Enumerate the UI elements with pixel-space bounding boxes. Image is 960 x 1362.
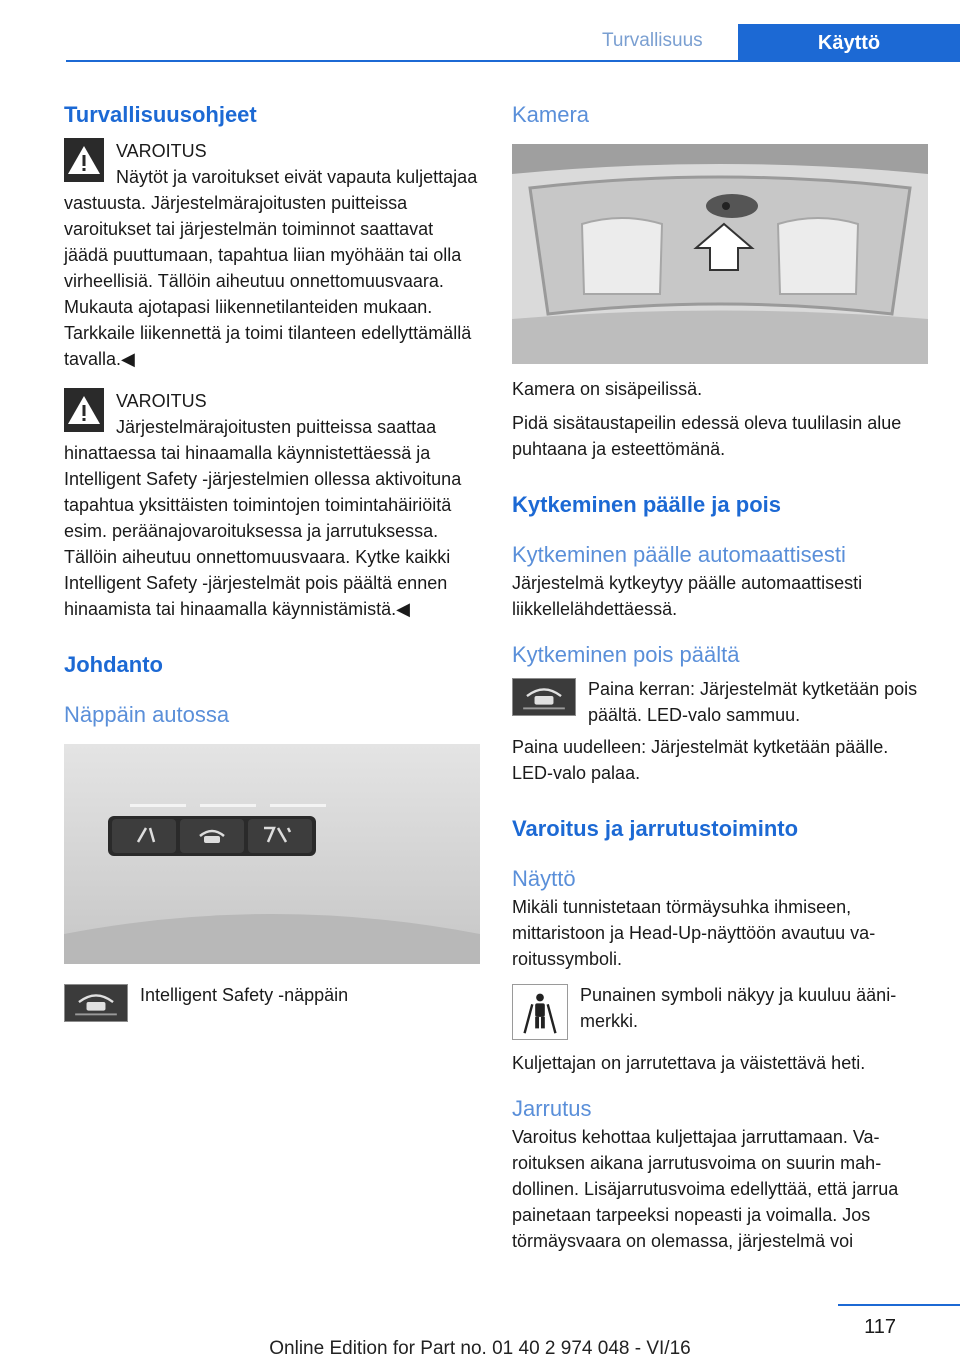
braking-text: Varoitus kehottaa kuljettajaa jarruttamaan. Varoituksen aikana jarrutusvoima on suurin mahdollinen. Lisäjarrutusvoima edellyttää, että jarrua painetaan tarpeeksi nopeasti ja voimalla. Jos törmäysvaara on olemassa, järjestelmä voi	[512, 1127, 899, 1251]
pedestrian-symbol-row	[512, 982, 928, 1044]
warning-label: VAROITUS	[116, 391, 207, 411]
introduction-heading: Johdanto	[64, 652, 163, 677]
auto-on-text: Järjestelmä kytkeytyy päälle automaattisesti liikkellelähdettäessä.	[512, 573, 863, 619]
button-panel-illustration	[64, 744, 480, 964]
button-caption: Intelligent Safety -näppäin	[140, 985, 349, 1005]
switch-off-row	[512, 676, 928, 728]
camera-heading: Kamera	[512, 102, 590, 127]
auto-on-heading: Kytkeminen päälle automaattisesti	[512, 542, 846, 567]
button-in-car-heading: Näppäin autossa	[64, 702, 230, 727]
symbol-text: Punainen symboli näkyy ja kuuluu äänimerkki.	[580, 985, 897, 1031]
warning-text: Järjestelmärajoitusten puitteissa saattaa hinattaessa tai hinaamalla käynnistettäessä ja Intelligent Safety -järjestelmien ollessa aktivoituna tapahtua yksittäisten toimintojen toimintahäiriöitä esim. peräänajovaroituksessa ja jarrutuksessa. Tällöin aiheutuu onnettomuusvaara. Kytke kaikki Intelligent Safety -järjestelmät pois päältä ennen hinaamista tai hinaamalla käynnistämistä.◀	[64, 417, 462, 619]
page-header	[66, 24, 960, 62]
switch-off-text: Paina kerran: Järjestelmät kytketään pois päältä. LED-valo sammuu.	[588, 679, 918, 725]
intelligent-safety-caption-row	[64, 982, 480, 1026]
right-column	[512, 100, 928, 1254]
switch-on-off-heading: Kytkeminen päälle ja pois	[512, 492, 781, 517]
safety-instructions-heading: Turvallisuusohjeet	[64, 102, 257, 127]
camera-photo	[512, 144, 928, 364]
camera-paragraph-1: Kamera on sisäpeilissä.	[512, 379, 703, 399]
driver-action-text: Kuljettajan on jarrutettava ja väistettävä heti.	[512, 1053, 866, 1073]
page-footer	[0, 1304, 960, 1362]
warning-block-1	[64, 138, 480, 372]
pedestrian-warning-icon	[512, 984, 568, 1040]
left-column	[64, 100, 480, 1026]
warning-triangle-icon	[64, 388, 104, 432]
header-rule	[66, 60, 960, 62]
button-panel-photo	[64, 744, 480, 964]
intelligent-safety-button-icon	[512, 678, 576, 716]
header-section: Turvallisuus	[602, 30, 703, 51]
display-heading: Näyttö	[512, 866, 576, 891]
display-text: Mikäli tunnistetaan törmäysuhka ihmiseen, mittaristoon ja Head-Up-näyttöön avautuu varoitussymboli.	[512, 897, 876, 969]
warning-text: Näytöt ja varoitukset eivät vapauta kuljettajaa vastuusta. Järjestelmärajoitusten puitteissa varoitukset tai järjestelmän toiminnot saattavat jäädä puuttumaan, tapahtua liian myöhään tai olla virheellisiä. Tällöin aiheutuu onnettomuusvaara. Mukauta ajotapasi liikennetilanteiden mukaan. Tarkkaile liikennettä ja toimi tilanteen edellyttämällä tavalla.◀	[64, 167, 478, 369]
warning-and-braking-heading: Varoitus ja jarrutustoiminto	[512, 816, 799, 841]
header-chapter-tab: Käyttö	[738, 24, 960, 62]
edition-line: Online Edition for Part no. 01 40 2 974 048 - VI/16	[269, 1338, 691, 1359]
camera-paragraph-2: Pidä sisätaustapeilin edessä oleva tuulilasin alue puhtaana ja esteettömänä.	[512, 413, 902, 459]
braking-heading: Jarrutus	[512, 1096, 592, 1121]
footer-rule	[838, 1304, 960, 1306]
camera-windshield-illustration	[512, 144, 928, 364]
intelligent-safety-button-icon	[64, 984, 128, 1022]
warning-triangle-icon	[64, 138, 104, 182]
switch-on-again-text: Paina uudelleen: Järjestelmät kytketään päälle. LED-valo palaa.	[512, 737, 889, 783]
warning-label: VAROITUS	[116, 141, 207, 161]
warning-block-2	[64, 388, 480, 622]
page-number: 117	[864, 1316, 896, 1338]
switch-off-heading: Kytkeminen pois päältä	[512, 642, 740, 667]
